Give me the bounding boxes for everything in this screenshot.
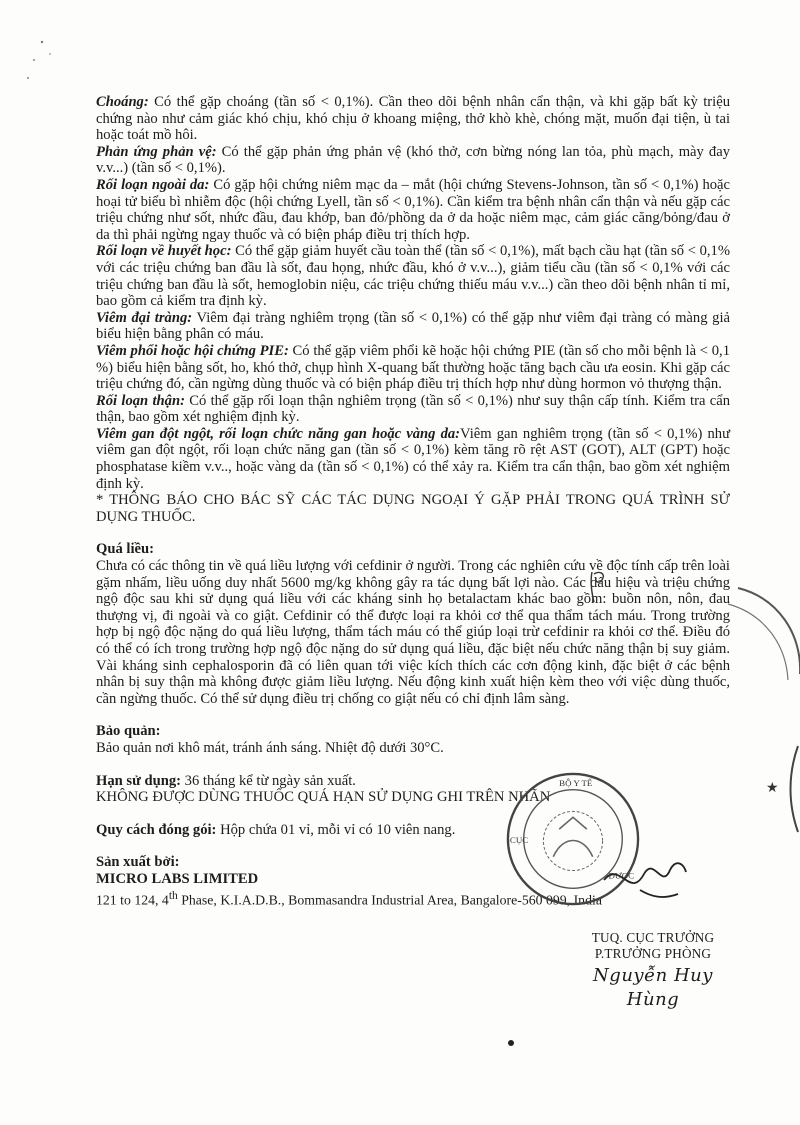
overdose-text: Chưa có các thông tin về quá liều lượng với cefdinir ở người. Trong các nghiên cứu về độc tính cấp trên loài gặm nhấm, liều uống duy nhất 5600 mg/kg không gây ra tác dụng bất lợi nào. Các dấu hiệu và triệu chứng ngộ độc sau khi sử dụng quá liều với các kháng sinh họ betalactam khác bao gồm: buồn nôn, nôn, đau thượng vị, đi ngoài và co giật. Cefdinir có thể được loại ra khỏi cơ thể qua thẩm tách máu. Trong trường hợp bị ngộ độc nặng do quá liều lượng, thẩm tách máu có thể giúp loại trừ cefdinir ra khỏi cơ thể. Điều đó có thể có ích trong trường hợp ngộ độc nặng do sử dụng quá liều, đặc biệt nếu chức năng thận bị suy giảm. Vài kháng sinh cephalosporin đã có liên quan tới việc kích thích các cơn động kinh, đặc biệt ở các bệnh nhân bị suy thận mà không được giảm liều lượng. Nếu động kinh xuất hiện kèm theo với việc dùng thuốc, cần ngừng thuốc. Có thể sử dụng điều trị chống co giật nếu có chỉ định lâm sàng.: [96, 558, 730, 707]
liver-text: Viêm gan nghiêm trọng (tần số < 0,1%) như viêm gan đột ngột, rối loạn chức năng gan (tần số < 0,1%) kèm tăng rõ rệt AST (GOT), ALT (GPT) hoặc phosphatase kiềm v.v.., hoặc vàng da (tần số < 0,1%) có thể xảy ra. Kiểm tra cẩn thận, bao gồm xét nghiệm định kỳ.: [96, 425, 730, 492]
skin-text: Có gặp hội chứng niêm mạc da – mắt (hội chứng Stevens-Johnson, tần số < 0,1%) hoặc hoại tử biểu bì nhiễm độc (hội chứng Lyell, tần số < 0,1%). Cần kiểm tra bệnh nhân cẩn thận và nếu gặp các triệu chứng như sốt, nhức đầu, đau khớp, ban đỏ/phồng da ở da hoặc niêm mạc, cảm giác căng/bỏng/đau ở da thì phải ngừng ngay thuốc và có biện pháp điều trị thích hợp.: [96, 176, 731, 243]
kidney-paragraph: [96, 393, 730, 426]
shock-text: Có thể gặp choáng (tần số < 0,1%). Cần theo dõi bệnh nhân cẩn thận, và khi gặp bất kỳ triệu chứng nào như cảm giác khó chịu, khó chịu ở khoang miệng, thở khò khè, chóng mặt, muốn đại tiện, ù tai hoặc toát mồ hôi.: [96, 94, 730, 144]
packing-text: Hộp chứa 01 vỉ, mỗi vỉ có 10 viên nang.: [216, 821, 456, 838]
packing-label: Quy cách đóng gói:: [96, 821, 217, 838]
adverse-notice: * THÔNG BÁO CHO BÁC SỸ CÁC TÁC DỤNG NGOẠI Ý GẶP PHẢI TRONG QUÁ TRÌNH SỬ DỤNG THUỐC.: [96, 492, 730, 525]
colitis-paragraph: [96, 310, 730, 343]
stamp-right-text: DƯỢC: [608, 870, 635, 881]
manufacturer-name: MICRO LABS LIMITED: [96, 870, 259, 887]
liver-term: Viêm gan đột ngột, rối loạn chức năng gan hoặc vàng da:: [96, 425, 461, 442]
kidney-term: Rối loạn thận:: [96, 392, 185, 409]
anaphylaxis-text: Có thể gặp phản ứng phản vệ (khó thở, cơn bừng nóng lan tỏa, phù mạch, mày đay v.v...) (tần số < 0,1%).: [96, 143, 730, 177]
scan-speckles: [20, 30, 60, 90]
manufacturer-address: 121 to 124, 4th Phase, K.I.A.D.B., Bommasandra Industrial Area, Bangalore-560 099, India: [96, 889, 602, 908]
spacer: [96, 707, 730, 723]
anaphylaxis-term: Phản ứng phản vệ:: [96, 143, 217, 160]
skin-paragraph: [96, 177, 730, 243]
svg-text:★: ★: [766, 781, 779, 796]
storage-text: Bảo quản nơi khô mát, tránh ánh sáng. Nhiệt độ dưới 30°C.: [96, 739, 444, 756]
kidney-text: Có thể gặp rối loạn thận nghiêm trọng (tần số < 0,1%) như suy thận cấp tính. Kiểm tra cẩn thận, bao gồm xét nghiệm định kỳ.: [96, 392, 730, 426]
anaphylaxis-paragraph: [96, 144, 730, 177]
shock-paragraph: [96, 94, 730, 144]
blood-text: Có thể gặp giảm huyết cầu toàn thể (tần số < 0,1%), mất bạch cầu hạt (tần số < 0,1% với các triệu chứng ban đầu là sốt, đau họng, nhức đầu, khó ở v.v...), giảm tiểu cầu (tần số < 0,1% với các triệu chứng ban đầu là sốt, hemoglobin niệu, các triệu chứng thiếu máu v.v...) cần theo dõi bệnh nhân tỉ mỉ, bao gồm cả kiểm tra định kỳ.: [96, 243, 730, 310]
blood-term: Rối loạn về huyết học:: [96, 243, 232, 260]
skin-term: Rối loạn ngoài da:: [96, 176, 210, 193]
handwritten-signature: [600, 850, 690, 910]
shock-term: Choáng:: [96, 94, 149, 110]
liver-paragraph: [96, 426, 730, 492]
handwritten-initial-mark: [584, 566, 614, 606]
overdose-heading: Quá liều:: [96, 541, 154, 558]
stamp-top-text: BỘ Y TẾ: [559, 777, 593, 788]
scan-speckle: [508, 1040, 514, 1046]
partial-stamp-edge: [760, 744, 800, 834]
manufacturer-label: Sản xuất bởi:: [96, 854, 180, 871]
signer-name: Nguyễn Huy Hùng: [593, 965, 713, 1010]
signer-title-2: P.TRƯỞNG PHÒNG: [594, 946, 712, 961]
signature-block: [568, 930, 738, 1012]
partial-stamp-edge: [718, 584, 800, 724]
expiry-label: Hạn sử dụng:: [96, 772, 182, 789]
colitis-term: Viêm đại tràng:: [96, 309, 193, 326]
expiry-warning: KHÔNG ĐƯỢC DÙNG THUỐC QUÁ HẠN SỬ DỤNG GHI TRÊN NHÃN: [96, 789, 551, 806]
lung-term: Viêm phổi hoặc hội chứng PIE:: [96, 342, 289, 359]
spacer: [96, 525, 730, 541]
signer-title-1: TUQ. CỤC TRƯỞNG: [591, 930, 715, 945]
lung-paragraph: [96, 343, 730, 393]
lung-text: Có thể gặp viêm phổi kẽ hoặc hội chứng PIE (tần số cho mỗi bệnh là < 0,1 %) biểu hiện bằng sốt, ho, khó thở, chụp hình X-quang bất thường hoặc tăng bạch cầu ưa eosin. Khi gặp các triệu chứng đó, cần ngừng dùng thuốc và có biện pháp điều trị thích hợp như dùng hormon vỏ thượng thận.: [96, 342, 730, 393]
storage-heading: Bảo quản:: [96, 723, 161, 740]
stamp-left-text: CỤC: [509, 834, 529, 845]
colitis-text: Viêm đại tràng nghiêm trọng (tần số < 0,1%) có thể gặp như viêm đại tràng có màng giả biểu hiện bằng phân có máu.: [96, 309, 730, 343]
blood-paragraph: [96, 243, 730, 309]
expiry-text: 36 tháng kể từ ngày sản xuất.: [181, 772, 356, 789]
